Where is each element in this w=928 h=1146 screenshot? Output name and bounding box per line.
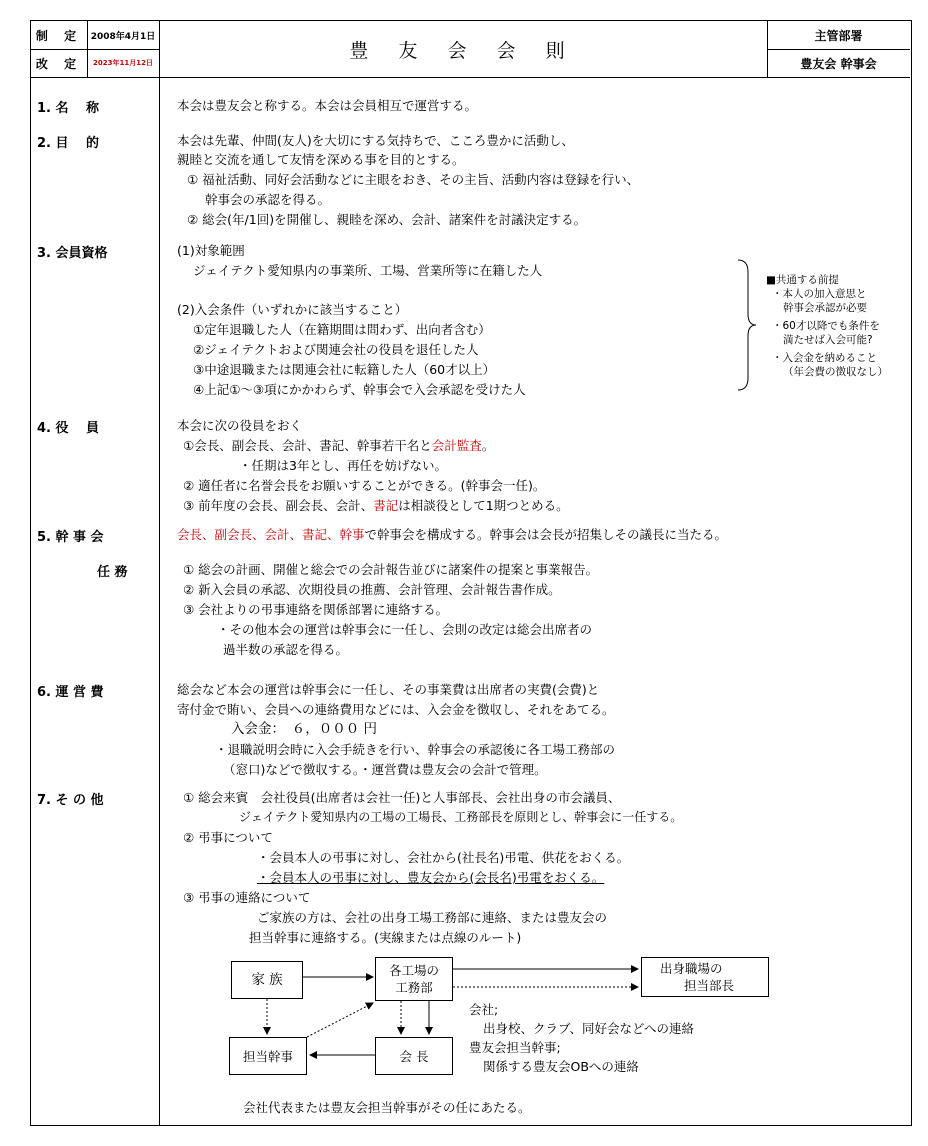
section-5-subheading: 任 務 xyxy=(97,565,128,580)
document-title-text: 豊 友 会 会 則 xyxy=(349,39,577,62)
section-3-note: ・60才以降でも条件を xyxy=(772,320,880,332)
entry-fee: 入会金： ６，０００ 円 xyxy=(231,721,378,737)
section-3-line: (2)入会条件（いずれかに該当すること） xyxy=(177,302,408,317)
section-3-line: ③中途退職または関連会社に転籍した人（60才以上） xyxy=(193,362,496,377)
section-5-line: ② 新入会員の承認、次期役員の推薦、会計管理、会計報告書作成。 xyxy=(183,582,561,597)
president-box: 会 長 xyxy=(375,1037,453,1075)
section-3-line: ②ジェイテクトおよび関連会社の役員を退任した人 xyxy=(193,342,479,357)
revised-date-text: 2023年11月12日 xyxy=(93,59,153,67)
section-5-line: 過半数の承認を得る。 xyxy=(223,642,349,657)
workplace-line: 担当部長 xyxy=(684,978,735,993)
section-5-line: ・その他本会の運営は幹事会に一任し、会則の改定は総会出席者の xyxy=(217,622,593,637)
section-3-line: ①定年退職した人（在籍期間は問わず、出向者含む） xyxy=(193,322,491,337)
section-2-line: 本会は先輩、仲間(友人)を大切にする気持ちで、こころ豊かに活動し、 xyxy=(177,133,574,148)
factory-line: 工務部 xyxy=(395,980,433,995)
section-5-line-text: で幹事会を構成する。幹事会は会長が招集しその議長に当たる。 xyxy=(364,527,728,542)
section-6-line: 寄付金で賄い、会員への連絡費用などには、入会金を徴収し、それをあてる。 xyxy=(177,702,615,717)
section-4-line-text: は相談役として1期つとめる。 xyxy=(398,498,569,513)
section-2-line: 幹事会の承認を得る。 xyxy=(205,192,331,207)
section-5-line: ③ 会社よりの弔事連絡を関係部署に連絡する。 xyxy=(183,602,449,617)
section-2-line: 親睦と交流を通して友情を深める事を目的とする。 xyxy=(177,152,465,167)
section-4-line-text: ①会長、副会長、会計、書記、幹事若干名と xyxy=(183,438,432,453)
section-4-line: ・任期は3年とし、再任を妨げない。 xyxy=(239,458,447,473)
section-7-footer: 会社代表または豊友会担当幹事がその任にあたる。 xyxy=(243,1100,531,1115)
established-date-text: 2008年4月1日 xyxy=(90,31,156,42)
section-3-line: ④上記①～③項にかかわらず、幹事会で入会承認を受けた人 xyxy=(193,382,526,397)
section-5-line: ① 総会の計画、開催と総会での会計報告並びに諸案件の提案と事業報告。 xyxy=(183,562,599,577)
section-7-line: 担当幹事に連絡する。(実線または点線のルート) xyxy=(249,930,522,945)
family-box: 家 族 xyxy=(231,961,303,999)
section-7-heading: 7. そ の 他 xyxy=(37,793,104,808)
section-4-line: 本会に次の役員をおく xyxy=(177,418,303,433)
section-6-heading: 6. 運 営 費 xyxy=(37,685,104,700)
section-3-heading: 3. 会員資格 xyxy=(37,246,108,261)
section-2-line: ② 総会(年/1回)を開催し、親睦を深め、会計、諸案件を討議決定する。 xyxy=(187,212,587,227)
diagram-arrows xyxy=(31,21,911,1125)
section-7-line: ジェイテクト愛知県内の工場の工場長、工務部長を原則とし、幹事会に一任する。 xyxy=(239,810,683,824)
workplace-line: 出身職場の xyxy=(660,961,723,976)
section-4-line: ② 適任者に名誉会長をお願いすることができる。(幹事会一任)。 xyxy=(183,478,546,493)
section-2-heading: 2. 目 的 xyxy=(37,136,100,151)
section-6-line: ・退職説明会時に入会手続きを行い、幹事会の承認後に各工場工務部の xyxy=(215,742,616,757)
dept-label-text: 主管部署 xyxy=(814,28,863,43)
officer-box: 担当幹事 xyxy=(229,1037,307,1075)
section-7-line: ご家族の方は、会社の出身工場工務部に連絡、または豊友会の xyxy=(257,910,608,925)
section-7-line: ① 総会来賓 会社役員(出席者は会社一任)と人事部長、会社出身の市会議員、 xyxy=(183,790,621,805)
secretary-highlight: 書記 xyxy=(373,498,399,513)
section-5-heading: 5. 幹 事 会 xyxy=(37,530,104,545)
section-1-line: 本会は豊友会と称する。本会は会員相互で運営する。 xyxy=(177,98,478,113)
diagram-note: 豊友会担当幹事; xyxy=(469,1040,561,1055)
section-7-line: ③ 弔事の連絡について xyxy=(183,890,311,905)
section-3-line: ジェイテクト愛知県内の事業所、工場、営業所等に在籍した人 xyxy=(193,263,543,278)
section-7-line: ・会員本人の弔事に対し、会社から(社長名)弔電、供花をおくる。 xyxy=(257,850,630,865)
diagram-note: 出身校、クラブ、同好会などへの連絡 xyxy=(483,1021,695,1036)
section-6-line: （窓口)などで徴収する。・運営費は豊友会の会計で管理。 xyxy=(223,762,547,777)
section-2-line: ① 福祉活動、同好会活動などに主眼をおき、その主旨、活動内容は登録を行い、 xyxy=(187,172,640,187)
section-1-heading: 1. 名 称 xyxy=(37,101,100,116)
section-4-heading: 4. 役 員 xyxy=(37,421,100,436)
section-7-line: ② 弔事について xyxy=(183,830,273,845)
section-4-line-text: ③ 前年度の会長、副会長、会計、 xyxy=(183,498,374,513)
section-3-note: ・入会金を納めること xyxy=(772,352,877,364)
document-frame xyxy=(30,20,912,1126)
audit-highlight: 会計監査 xyxy=(431,438,482,453)
officers-highlight: 会長、副会長、会計、書記、幹事 xyxy=(177,527,365,542)
diagram-note: 関係する豊友会OBへの連絡 xyxy=(483,1059,639,1074)
section-3-note: ■共通する前提 xyxy=(766,274,839,286)
section-3-line: (1)対象範囲 xyxy=(177,243,245,258)
factory-line: 各工場の xyxy=(388,963,439,978)
established-label-text: 制 定 xyxy=(35,28,83,43)
section-3-note: ・本人の加入意思と xyxy=(772,288,867,300)
diagram-note: 会社; xyxy=(469,1002,499,1017)
section-4-line-text: 。 xyxy=(481,438,495,453)
section-3-note: 満たせば入会可能? xyxy=(783,334,873,346)
section-6-line: 総会など本会の運営は幹事会に一任し、その事業費は出席者の実費(会費)と xyxy=(177,682,600,697)
dept-value-text: 豊友会 幹事会 xyxy=(800,56,877,71)
revised-label-text: 改 定 xyxy=(35,56,83,71)
section-7-line: ・会員本人の弔事に対し、豊友会から(会長名)弔電をおくる。 xyxy=(257,870,605,885)
section-3-note: （年会費の徴収なし） xyxy=(783,366,888,378)
section-3-note: 幹事会承認が必要 xyxy=(783,302,867,314)
